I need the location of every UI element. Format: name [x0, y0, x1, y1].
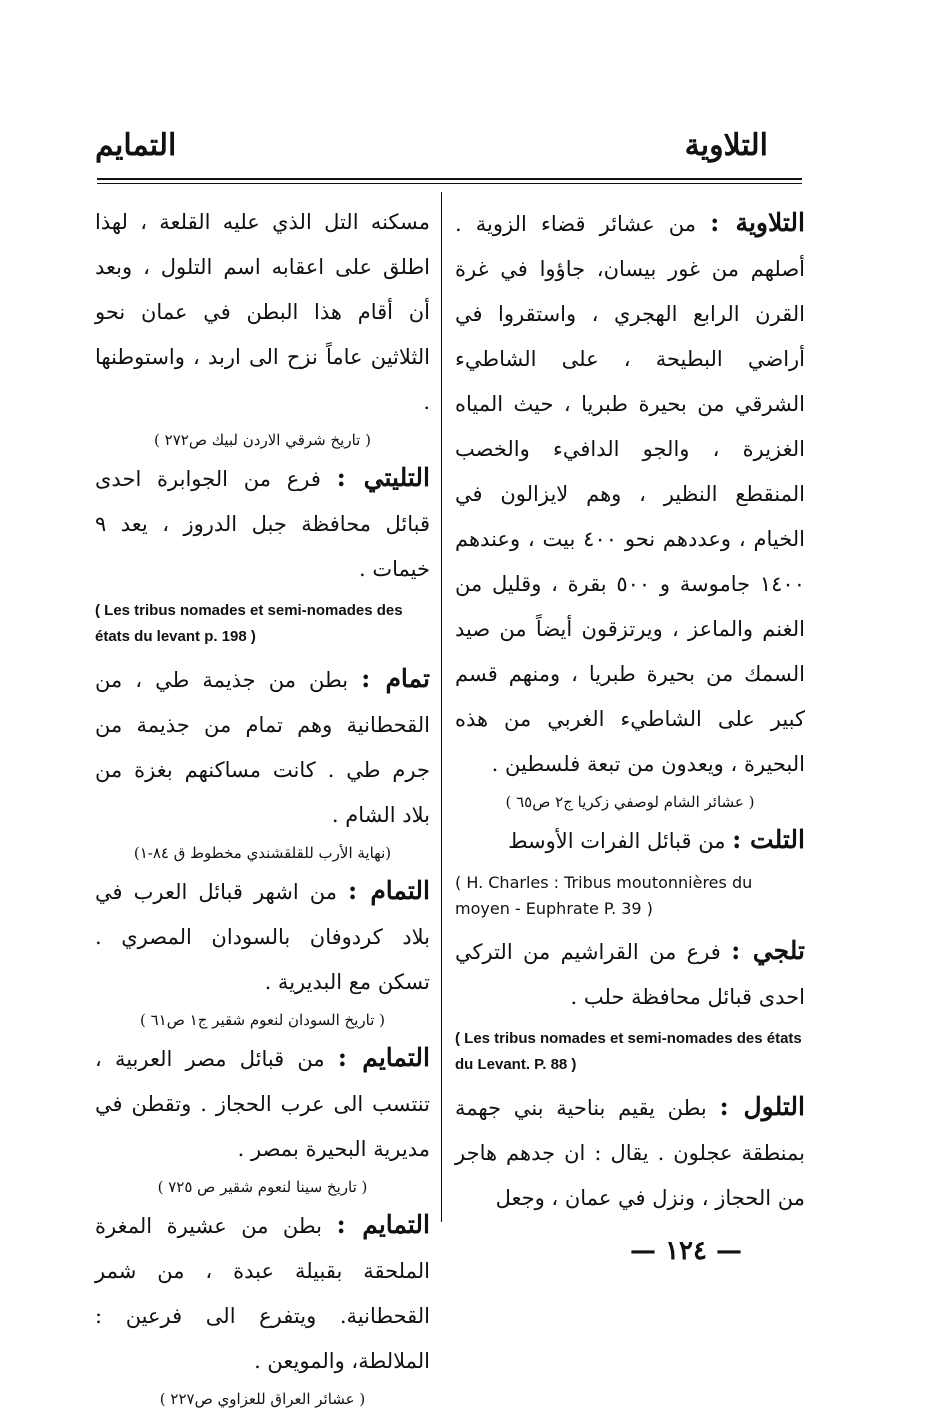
entry-tulul-continued: [95, 200, 430, 425]
entry-tamam: [95, 868, 430, 1005]
entry-headword: تلجي :: [731, 936, 805, 965]
entry-source-latin: ( Les tribus nomades et semi-nomades des états du levant p. 198 ): [95, 602, 403, 645]
entry-headword: التلاوية :: [710, 208, 805, 237]
entry-source: (نهاية الأرب للقلقشندي مخطوط ق ٨٤-١): [133, 844, 392, 862]
entry-headword: التلت :: [732, 825, 805, 854]
left-column: [95, 200, 430, 1414]
entry-text: بطن من جذيمة طي ، من القحطانية وهم تمام من جذيمة من جرم طي . كانت مساكنهم بغزة من بلاد الشام .: [95, 668, 430, 827]
entry-text: من اشهر قبائل العرب في بلاد كردوفان بالسودان المصري . تسكن مع البديرية .: [95, 880, 430, 994]
entry-headword: التلول :: [719, 1092, 805, 1121]
entry-text: فرع من القراشيم من التركي احدى قبائل محافظة حلب .: [455, 940, 805, 1009]
running-head-right: التلاوية: [684, 128, 768, 163]
entry-headword: تمام :: [361, 664, 430, 693]
header-rule-thin: [97, 183, 802, 184]
running-head-left: التمايم: [95, 128, 177, 163]
entry-tall: [455, 817, 805, 864]
entry-source: ( تاريخ السودان لنعوم شقير ج١ ص٦١ ): [140, 1011, 385, 1029]
page-number: — ١٢٤ —: [630, 1236, 743, 1266]
entry-source-latin: ( Les tribus nomades et semi-nomades des états du Levant. P. 88 ): [455, 1030, 802, 1073]
entry-source: ( تاريخ شرقي الاردن لبيك ص٢٧٢ ): [154, 431, 371, 449]
entry-headword: التمايم :: [337, 1043, 430, 1072]
right-column: [455, 200, 805, 1221]
entry-headword: التمام :: [348, 876, 430, 905]
entry-text: مسكنه التل الذي عليه القلعة ، لهذا اطلق على اعقابه اسم التلول ، وبعد أن أقام هذا البطن في عمان نحو الثلاثين عاماً نزح الى اربد ، واستوطنها .: [95, 210, 430, 414]
entry-text: بطن يقيم بناحية بني جهمة بمنطقة عجلون . يقال : ان جدهم هاجر من الحجاز ، ونزل في عمان ، وجعل: [455, 1096, 805, 1210]
entry-talji: [455, 928, 805, 1020]
entry-source: ( تاريخ سينا لنعوم شقير ص ٧٢٥ ): [157, 1178, 368, 1196]
header-rule: [97, 178, 802, 180]
entry-tulul: [455, 1084, 805, 1221]
entry-text: بطن من عشيرة المغرة الملحقة بقبيلة عبدة ، من شمر القحطانية. ويتفرع الى فرعين : الملالطة، والمويعن .: [95, 1214, 430, 1373]
entry-tulaiti: [95, 455, 430, 592]
entry-text: من قبائل الفرات الأوسط: [508, 829, 726, 853]
entry-tamayim-iraq: [95, 1202, 430, 1384]
entry-tallawiyya: [455, 200, 805, 787]
entry-tamayim-egypt: [95, 1035, 430, 1172]
entry-source: ( عشائر العراق للعزاوي ص٢٢٧ ): [159, 1390, 366, 1408]
entry-text: فرع من الجوابرة احدى قبائل محافظة جبل الدروز ، يعد ٩ خيمات .: [95, 467, 430, 581]
column-divider: [441, 192, 442, 1222]
entry-text: من قبائل مصر العربية ، تنتسب الى عرب الحجاز . وتقطن في مديرية البحيرة بمصر .: [95, 1047, 430, 1161]
entry-headword: التمايم :: [336, 1210, 430, 1239]
entry-source: ( عشائر الشام لوصفي زكريا ج٢ ص٦٥ ): [505, 793, 755, 811]
entry-source-latin: ( H. Charles : Tribus moutonnières du moyen - Euphrate P. 39 ): [455, 873, 753, 918]
entry-headword: التليتي :: [336, 463, 430, 492]
entry-tammam: [95, 656, 430, 838]
entry-text: من عشائر قضاء الزوية . أصلهم من غور بيسان، جاؤوا في غرة القرن الرابع الهجري ، واستقروا في أراضي البطيحة ، على الشاطيء الشرقي من بحيرة طبريا ، حيث المياه الغزيرة ، والجو الدافيء والخصب المنقطع النظير ، وهم لايزالون في الخيام ، وعددهم نحو ٤٠٠ بيت ، وعندهم ١٤٠٠ جاموسة و ٥٠٠ بقرة ، وقليل من الغنم والماعز ، ويرتزقون أيضاً من صيد السمك من بحيرة طبريا ، ومنهم قسم كبير على الشاطيء الغربي من هذه البحيرة ، ويعدون من تبعة فلسطين .: [455, 212, 805, 776]
